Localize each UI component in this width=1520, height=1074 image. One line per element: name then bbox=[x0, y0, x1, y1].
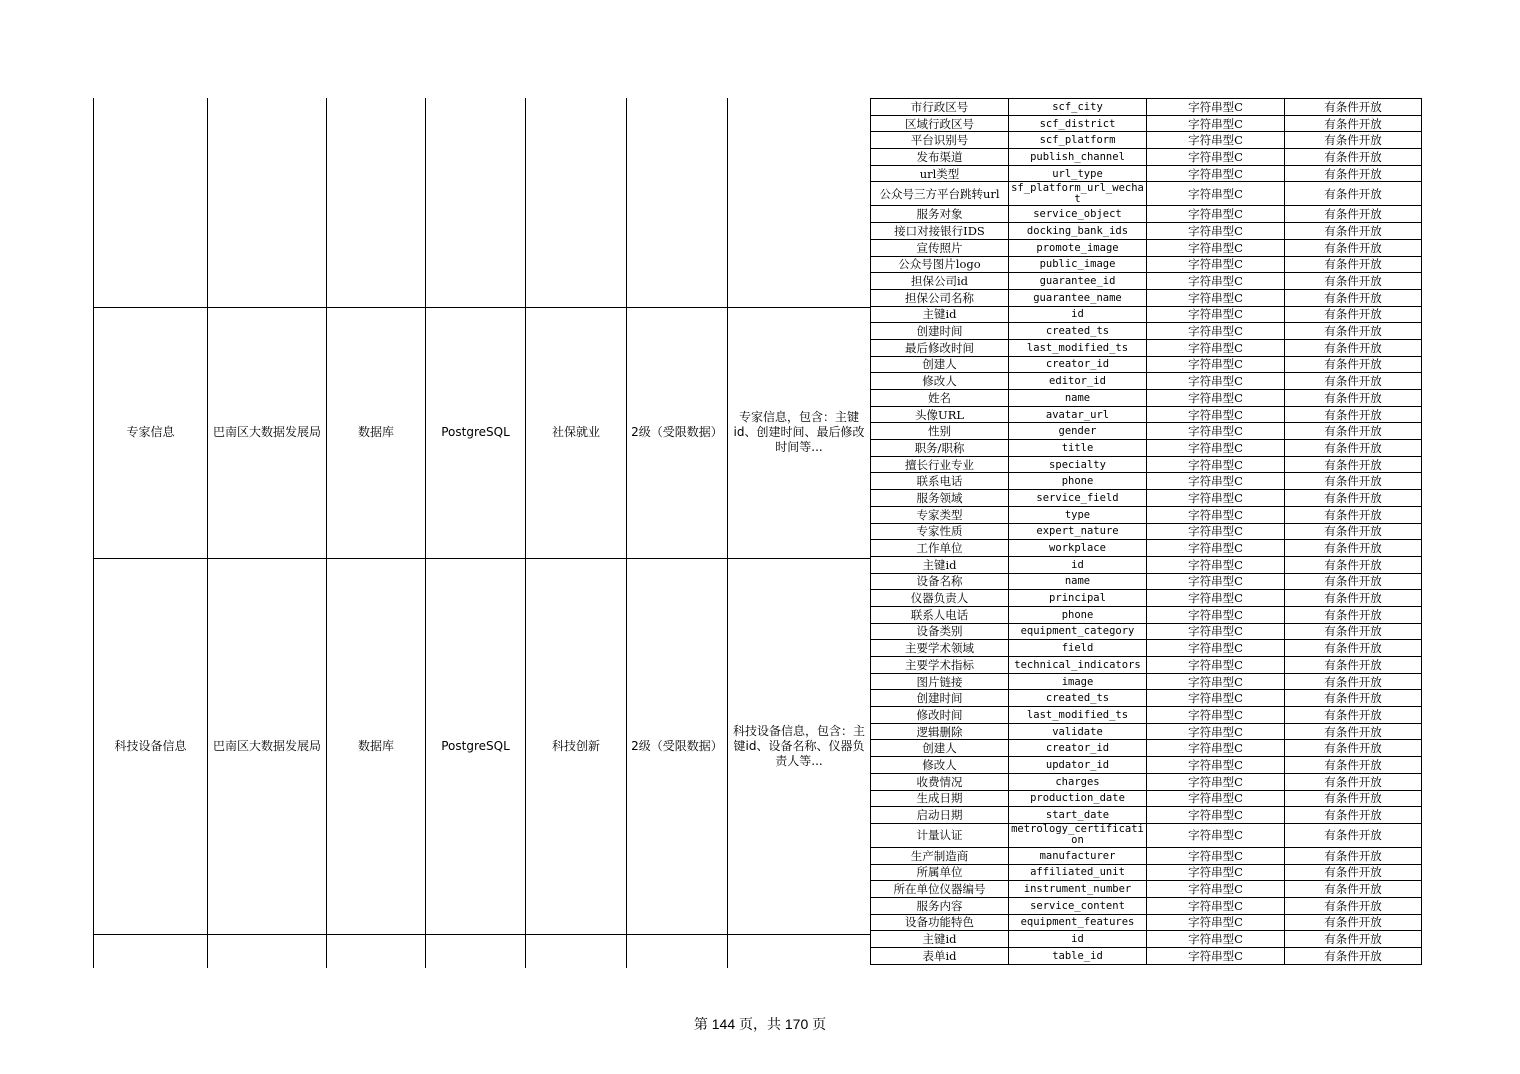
field-en-name: workplace bbox=[1009, 540, 1147, 557]
field-en-name: technical_indicators bbox=[1009, 657, 1147, 674]
field-en-name: image bbox=[1009, 673, 1147, 690]
field-open-level: 有条件开放 bbox=[1285, 406, 1422, 423]
field-data-type: 字符串型C bbox=[1147, 490, 1285, 507]
field-data-type: 字符串型C bbox=[1147, 289, 1285, 306]
field-data-type: 字符串型C bbox=[1147, 914, 1285, 931]
domain-cell: 科技创新 bbox=[551, 738, 600, 753]
field-cn-name: 服务对象 bbox=[871, 206, 1009, 223]
field-open-level: 有条件开放 bbox=[1285, 590, 1422, 607]
field-data-type: 字符串型C bbox=[1147, 223, 1285, 240]
table-row bbox=[871, 339, 1422, 356]
field-data-type: 字符串型C bbox=[1147, 948, 1285, 965]
field-en-name: gender bbox=[1009, 423, 1147, 440]
table-row bbox=[871, 256, 1422, 273]
field-cn-name: 擅长行业专业 bbox=[871, 456, 1009, 473]
field-cn-name: 公众号三方平台跳转url bbox=[871, 182, 1009, 206]
field-en-name: specialty bbox=[1009, 456, 1147, 473]
field-open-level: 有条件开放 bbox=[1285, 373, 1422, 390]
field-data-type: 字符串型C bbox=[1147, 623, 1285, 640]
field-en-name: service_object bbox=[1009, 206, 1147, 223]
field-open-level: 有条件开放 bbox=[1285, 182, 1422, 206]
field-open-level: 有条件开放 bbox=[1285, 115, 1422, 132]
field-open-level: 有条件开放 bbox=[1285, 790, 1422, 807]
table-row bbox=[871, 373, 1422, 390]
field-open-level: 有条件开放 bbox=[1285, 881, 1422, 898]
field-cn-name: 设备类别 bbox=[871, 623, 1009, 640]
field-en-name: production_date bbox=[1009, 790, 1147, 807]
table-row bbox=[871, 206, 1422, 223]
field-data-type: 字符串型C bbox=[1147, 640, 1285, 657]
field-data-type: 字符串型C bbox=[1147, 506, 1285, 523]
field-data-type: 字符串型C bbox=[1147, 823, 1285, 847]
field-data-type: 字符串型C bbox=[1147, 556, 1285, 573]
field-cn-name: 市行政区号 bbox=[871, 99, 1009, 116]
field-data-type: 字符串型C bbox=[1147, 356, 1285, 373]
field-data-type: 字符串型C bbox=[1147, 339, 1285, 356]
field-open-level: 有条件开放 bbox=[1285, 456, 1422, 473]
table-row bbox=[871, 456, 1422, 473]
field-cn-name: 表单id bbox=[871, 948, 1009, 965]
field-cn-name: 最后修改时间 bbox=[871, 339, 1009, 356]
field-data-type: 字符串型C bbox=[1147, 897, 1285, 914]
table-row bbox=[871, 223, 1422, 240]
field-cn-name: 创建时间 bbox=[871, 323, 1009, 340]
table-row bbox=[871, 740, 1422, 757]
table-row bbox=[871, 640, 1422, 657]
field-open-level: 有条件开放 bbox=[1285, 99, 1422, 116]
field-en-name: start_date bbox=[1009, 807, 1147, 824]
field-cn-name: 接口对接银行IDS bbox=[871, 223, 1009, 240]
description-cell: 专家信息，包含：主键id、创建时间、最后修改时间等... bbox=[733, 410, 865, 454]
field-en-name: service_content bbox=[1009, 897, 1147, 914]
table-row bbox=[871, 490, 1422, 507]
table-row bbox=[871, 757, 1422, 774]
field-en-name: creator_id bbox=[1009, 356, 1147, 373]
field-data-type: 字符串型C bbox=[1147, 423, 1285, 440]
field-data-type: 字符串型C bbox=[1147, 99, 1285, 116]
field-cn-name: 主键id bbox=[871, 306, 1009, 323]
field-cn-name: 主键id bbox=[871, 931, 1009, 948]
field-data-type: 字符串型C bbox=[1147, 881, 1285, 898]
field-data-type: 字符串型C bbox=[1147, 239, 1285, 256]
field-cn-name: 创建人 bbox=[871, 740, 1009, 757]
field-cn-name: 工作单位 bbox=[871, 540, 1009, 557]
table-row bbox=[871, 273, 1422, 290]
field-open-level: 有条件开放 bbox=[1285, 440, 1422, 457]
field-cn-name: 修改人 bbox=[871, 373, 1009, 390]
field-en-name: id bbox=[1009, 306, 1147, 323]
page-footer: 第 144 页，共 170 页 bbox=[693, 1016, 827, 1032]
field-en-name: table_id bbox=[1009, 948, 1147, 965]
field-open-level: 有条件开放 bbox=[1285, 864, 1422, 881]
field-data-type: 字符串型C bbox=[1147, 590, 1285, 607]
field-open-level: 有条件开放 bbox=[1285, 223, 1422, 240]
security-level-cell: 2级（受限数据） bbox=[631, 425, 723, 439]
field-data-type: 字符串型C bbox=[1147, 206, 1285, 223]
table-row bbox=[871, 165, 1422, 182]
field-data-type: 字符串型C bbox=[1147, 673, 1285, 690]
field-en-name: created_ts bbox=[1009, 323, 1147, 340]
field-data-type: 字符串型C bbox=[1147, 523, 1285, 540]
field-en-name: instrument_number bbox=[1009, 881, 1147, 898]
table-row bbox=[871, 673, 1422, 690]
field-cn-name: 图片链接 bbox=[871, 673, 1009, 690]
field-en-name: avatar_url bbox=[1009, 406, 1147, 423]
field-cn-name: 职务/职称 bbox=[871, 440, 1009, 457]
resource-name-cell: 专家信息 bbox=[126, 425, 175, 439]
field-open-level: 有条件开放 bbox=[1285, 256, 1422, 273]
group-separator-3 bbox=[93, 934, 870, 935]
field-open-level: 有条件开放 bbox=[1285, 847, 1422, 864]
field-open-level: 有条件开放 bbox=[1285, 273, 1422, 290]
table-row bbox=[871, 390, 1422, 407]
field-en-name: last_modified_ts bbox=[1009, 339, 1147, 356]
field-en-name: editor_id bbox=[1009, 373, 1147, 390]
field-data-type: 字符串型C bbox=[1147, 707, 1285, 724]
field-cn-name: 创建人 bbox=[871, 356, 1009, 373]
field-open-level: 有条件开放 bbox=[1285, 540, 1422, 557]
table-row bbox=[871, 182, 1422, 206]
table-row bbox=[871, 623, 1422, 640]
field-en-name: charges bbox=[1009, 773, 1147, 790]
table-row bbox=[871, 99, 1422, 116]
table-row bbox=[871, 897, 1422, 914]
field-en-name: id bbox=[1009, 931, 1147, 948]
department-cell: 巴南区大数据发展局 bbox=[212, 738, 321, 753]
field-open-level: 有条件开放 bbox=[1285, 473, 1422, 490]
field-data-type: 字符串型C bbox=[1147, 931, 1285, 948]
field-cn-name: 头像URL bbox=[871, 406, 1009, 423]
field-table bbox=[870, 98, 1422, 965]
field-open-level: 有条件开放 bbox=[1285, 356, 1422, 373]
field-open-level: 有条件开放 bbox=[1285, 289, 1422, 306]
field-open-level: 有条件开放 bbox=[1285, 423, 1422, 440]
table-row bbox=[871, 573, 1422, 590]
domain-cell: 社保就业 bbox=[551, 425, 600, 439]
field-data-type: 字符串型C bbox=[1147, 323, 1285, 340]
field-cn-name: 专家性质 bbox=[871, 523, 1009, 540]
field-open-level: 有条件开放 bbox=[1285, 823, 1422, 847]
field-en-name: metrology_certification bbox=[1009, 823, 1147, 847]
field-cn-name: 区域行政区号 bbox=[871, 115, 1009, 132]
table-row bbox=[871, 356, 1422, 373]
field-open-level: 有条件开放 bbox=[1285, 657, 1422, 674]
field-en-name: principal bbox=[1009, 590, 1147, 607]
table-row bbox=[871, 723, 1422, 740]
table-row bbox=[871, 132, 1422, 149]
resource-name-cell: 科技设备信息 bbox=[114, 738, 187, 753]
table-row bbox=[871, 323, 1422, 340]
table-row bbox=[871, 864, 1422, 881]
field-en-name: guarantee_name bbox=[1009, 289, 1147, 306]
field-cn-name: 所属单位 bbox=[871, 864, 1009, 881]
field-en-name: creator_id bbox=[1009, 740, 1147, 757]
field-open-level: 有条件开放 bbox=[1285, 606, 1422, 623]
field-en-name: type bbox=[1009, 506, 1147, 523]
field-cn-name: 联系电话 bbox=[871, 473, 1009, 490]
field-data-type: 字符串型C bbox=[1147, 456, 1285, 473]
field-open-level: 有条件开放 bbox=[1285, 506, 1422, 523]
field-open-level: 有条件开放 bbox=[1285, 573, 1422, 590]
field-en-name: phone bbox=[1009, 473, 1147, 490]
field-cn-name: 平台识别号 bbox=[871, 132, 1009, 149]
field-open-level: 有条件开放 bbox=[1285, 740, 1422, 757]
table-row bbox=[871, 423, 1422, 440]
field-data-type: 字符串型C bbox=[1147, 406, 1285, 423]
field-cn-name: 担保公司名称 bbox=[871, 289, 1009, 306]
field-en-name: title bbox=[1009, 440, 1147, 457]
field-data-type: 字符串型C bbox=[1147, 390, 1285, 407]
field-cn-name: 公众号图片logo bbox=[871, 256, 1009, 273]
field-open-level: 有条件开放 bbox=[1285, 149, 1422, 166]
field-data-type: 字符串型C bbox=[1147, 373, 1285, 390]
field-data-type: 字符串型C bbox=[1147, 273, 1285, 290]
field-cn-name: 设备功能特色 bbox=[871, 914, 1009, 931]
field-table-body bbox=[871, 99, 1422, 965]
field-en-name: name bbox=[1009, 573, 1147, 590]
field-open-level: 有条件开放 bbox=[1285, 707, 1422, 724]
field-cn-name: 服务内容 bbox=[871, 897, 1009, 914]
table-row bbox=[871, 914, 1422, 931]
table-row bbox=[871, 707, 1422, 724]
field-open-level: 有条件开放 bbox=[1285, 723, 1422, 740]
table-row bbox=[871, 523, 1422, 540]
field-open-level: 有条件开放 bbox=[1285, 132, 1422, 149]
field-data-type: 字符串型C bbox=[1147, 256, 1285, 273]
field-open-level: 有条件开放 bbox=[1285, 490, 1422, 507]
source-type-cell: 数据库 bbox=[357, 738, 394, 753]
field-data-type: 字符串型C bbox=[1147, 440, 1285, 457]
field-open-level: 有条件开放 bbox=[1285, 690, 1422, 707]
database-cell: PostgreSQL bbox=[441, 425, 510, 439]
table-row bbox=[871, 506, 1422, 523]
field-cn-name: 主要学术领域 bbox=[871, 640, 1009, 657]
table-row bbox=[871, 556, 1422, 573]
field-open-level: 有条件开放 bbox=[1285, 773, 1422, 790]
table-row bbox=[871, 440, 1422, 457]
field-open-level: 有条件开放 bbox=[1285, 165, 1422, 182]
field-data-type: 字符串型C bbox=[1147, 864, 1285, 881]
field-data-type: 字符串型C bbox=[1147, 740, 1285, 757]
field-en-name: public_image bbox=[1009, 256, 1147, 273]
field-cn-name: 启动日期 bbox=[871, 807, 1009, 824]
field-cn-name: url类型 bbox=[871, 165, 1009, 182]
table-row bbox=[871, 289, 1422, 306]
field-data-type: 字符串型C bbox=[1147, 606, 1285, 623]
table-row bbox=[871, 847, 1422, 864]
field-cn-name: 服务领域 bbox=[871, 490, 1009, 507]
field-open-level: 有条件开放 bbox=[1285, 914, 1422, 931]
field-en-name: guarantee_id bbox=[1009, 273, 1147, 290]
database-cell: PostgreSQL bbox=[441, 738, 510, 753]
security-level-cell: 2级（受限数据） bbox=[631, 738, 723, 753]
field-cn-name: 创建时间 bbox=[871, 690, 1009, 707]
table-row bbox=[871, 823, 1422, 847]
field-en-name: scf_district bbox=[1009, 115, 1147, 132]
table-row bbox=[871, 773, 1422, 790]
table-row bbox=[871, 690, 1422, 707]
field-data-type: 字符串型C bbox=[1147, 790, 1285, 807]
field-open-level: 有条件开放 bbox=[1285, 390, 1422, 407]
field-cn-name: 主要学术指标 bbox=[871, 657, 1009, 674]
field-en-name: docking_bank_ids bbox=[1009, 223, 1147, 240]
field-cn-name: 生产制造商 bbox=[871, 847, 1009, 864]
department-cell: 巴南区大数据发展局 bbox=[212, 425, 321, 439]
field-en-name: phone bbox=[1009, 606, 1147, 623]
field-cn-name: 仪器负责人 bbox=[871, 590, 1009, 607]
field-data-type: 字符串型C bbox=[1147, 149, 1285, 166]
field-data-type: 字符串型C bbox=[1147, 540, 1285, 557]
table-row bbox=[871, 406, 1422, 423]
field-cn-name: 担保公司id bbox=[871, 273, 1009, 290]
table-row bbox=[871, 790, 1422, 807]
table-row bbox=[871, 590, 1422, 607]
field-en-name: scf_platform bbox=[1009, 132, 1147, 149]
field-en-name: promote_image bbox=[1009, 239, 1147, 256]
field-cn-name: 宣传照片 bbox=[871, 239, 1009, 256]
field-en-name: equipment_category bbox=[1009, 623, 1147, 640]
field-open-level: 有条件开放 bbox=[1285, 306, 1422, 323]
field-cn-name: 修改时间 bbox=[871, 707, 1009, 724]
field-cn-name: 所在单位仪器编号 bbox=[871, 881, 1009, 898]
field-open-level: 有条件开放 bbox=[1285, 931, 1422, 948]
field-en-name: sf_platform_url_wechat bbox=[1009, 182, 1147, 206]
field-en-name: service_field bbox=[1009, 490, 1147, 507]
table-row bbox=[871, 881, 1422, 898]
field-data-type: 字符串型C bbox=[1147, 847, 1285, 864]
field-open-level: 有条件开放 bbox=[1285, 556, 1422, 573]
table-row bbox=[871, 239, 1422, 256]
field-en-name: scf_city bbox=[1009, 99, 1147, 116]
field-data-type: 字符串型C bbox=[1147, 573, 1285, 590]
field-en-name: affiliated_unit bbox=[1009, 864, 1147, 881]
field-en-name: manufacturer bbox=[1009, 847, 1147, 864]
table-row bbox=[871, 807, 1422, 824]
field-open-level: 有条件开放 bbox=[1285, 206, 1422, 223]
table-row bbox=[871, 606, 1422, 623]
field-en-name: expert_nature bbox=[1009, 523, 1147, 540]
table-row bbox=[871, 540, 1422, 557]
field-cn-name: 专家类型 bbox=[871, 506, 1009, 523]
field-en-name: created_ts bbox=[1009, 690, 1147, 707]
field-data-type: 字符串型C bbox=[1147, 132, 1285, 149]
field-data-type: 字符串型C bbox=[1147, 115, 1285, 132]
field-open-level: 有条件开放 bbox=[1285, 897, 1422, 914]
field-en-name: name bbox=[1009, 390, 1147, 407]
field-data-type: 字符串型C bbox=[1147, 473, 1285, 490]
field-open-level: 有条件开放 bbox=[1285, 673, 1422, 690]
table-row bbox=[871, 115, 1422, 132]
field-cn-name: 姓名 bbox=[871, 390, 1009, 407]
field-cn-name: 主键id bbox=[871, 556, 1009, 573]
field-data-type: 字符串型C bbox=[1147, 723, 1285, 740]
field-en-name: url_type bbox=[1009, 165, 1147, 182]
field-en-name: equipment_features bbox=[1009, 914, 1147, 931]
table-row bbox=[871, 931, 1422, 948]
field-cn-name: 修改人 bbox=[871, 757, 1009, 774]
field-data-type: 字符串型C bbox=[1147, 306, 1285, 323]
table-row bbox=[871, 149, 1422, 166]
table-row bbox=[871, 306, 1422, 323]
field-open-level: 有条件开放 bbox=[1285, 807, 1422, 824]
field-open-level: 有条件开放 bbox=[1285, 640, 1422, 657]
source-type-cell: 数据库 bbox=[357, 425, 394, 439]
field-open-level: 有条件开放 bbox=[1285, 523, 1422, 540]
field-cn-name: 发布渠道 bbox=[871, 149, 1009, 166]
field-open-level: 有条件开放 bbox=[1285, 623, 1422, 640]
description-cell: 科技设备信息，包含：主键id、设备名称、仪器负责人等... bbox=[732, 723, 865, 768]
field-data-type: 字符串型C bbox=[1147, 165, 1285, 182]
field-cn-name: 联系人电话 bbox=[871, 606, 1009, 623]
field-en-name: field bbox=[1009, 640, 1147, 657]
field-cn-name: 生成日期 bbox=[871, 790, 1009, 807]
table-row bbox=[871, 657, 1422, 674]
field-cn-name: 性别 bbox=[871, 423, 1009, 440]
field-cn-name: 逻辑删除 bbox=[871, 723, 1009, 740]
field-open-level: 有条件开放 bbox=[1285, 339, 1422, 356]
field-open-level: 有条件开放 bbox=[1285, 757, 1422, 774]
field-open-level: 有条件开放 bbox=[1285, 323, 1422, 340]
field-open-level: 有条件开放 bbox=[1285, 948, 1422, 965]
field-en-name: id bbox=[1009, 556, 1147, 573]
field-en-name: validate bbox=[1009, 723, 1147, 740]
field-data-type: 字符串型C bbox=[1147, 807, 1285, 824]
table-row bbox=[871, 473, 1422, 490]
field-cn-name: 计量认证 bbox=[871, 823, 1009, 847]
field-data-type: 字符串型C bbox=[1147, 773, 1285, 790]
field-cn-name: 收费情况 bbox=[871, 773, 1009, 790]
table-row bbox=[871, 948, 1422, 965]
field-cn-name: 设备名称 bbox=[871, 573, 1009, 590]
field-data-type: 字符串型C bbox=[1147, 690, 1285, 707]
field-data-type: 字符串型C bbox=[1147, 757, 1285, 774]
field-data-type: 字符串型C bbox=[1147, 182, 1285, 206]
field-open-level: 有条件开放 bbox=[1285, 239, 1422, 256]
field-en-name: last_modified_ts bbox=[1009, 707, 1147, 724]
field-en-name: updator_id bbox=[1009, 757, 1147, 774]
field-data-type: 字符串型C bbox=[1147, 657, 1285, 674]
field-en-name: publish_channel bbox=[1009, 149, 1147, 166]
